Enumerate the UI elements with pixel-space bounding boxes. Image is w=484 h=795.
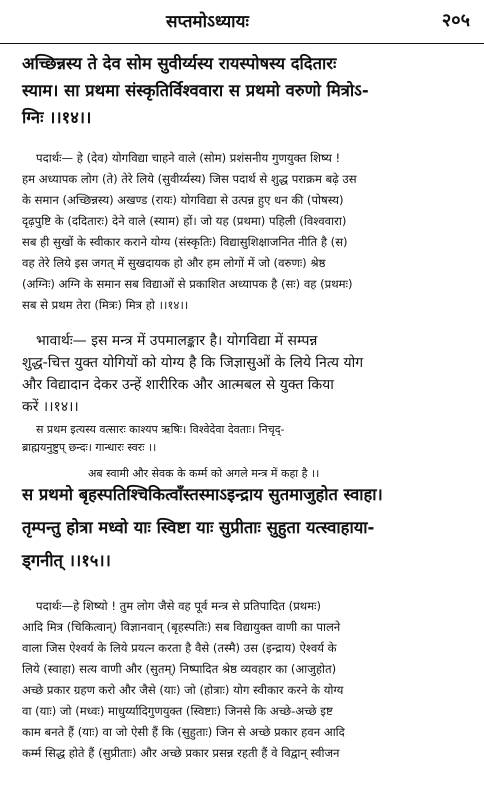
padartha-line: कर्म्म सिद्ध होते हैं (सुप्रीताः) और अच्छे प्रकार प्रसन्न रहती हैं वे विद्वान् स्वीजन [22,746,340,760]
padartha-line: हम अध्यापक लोग (ते) तेरे लिये (सुवीर्य्यस्य) जिस पदार्थ से शुद्ध पराक्रम बढ़े उस [22,172,357,186]
page-number: २०५ [441,10,470,31]
meta-line: स प्रथम इत्यस्य वत्सारः काश्यप ऋषिः। विश्वेदेवा देवताः। निचृद्- [36,423,285,436]
padartha-line: वाला जिस ऐश्वर्य के लिये प्रयत्न करता है वैसे (तस्मै) उस (इन्द्राय) ऐश्वर्य के [22,641,337,655]
context-note: अब स्वामी और सेवक के कर्म्म को अगले मन्त्र में कहा है ।। [88,467,320,480]
padartha-line: वह तेरे लिये इस जगत् में सुखदायक हो और हम लोगों में जो (वरुणः) श्रेष्ठ [22,256,326,270]
padartha-line: सब से प्रथम तेरा (मित्रः) मित्र हो ।।१४।। [22,298,189,312]
bhavartha-line: भावार्थः— इस मन्त्र में उपमालङ्कार है। योगविद्या में सम्पन्न [36,333,318,349]
page-header [0,0,484,48]
mantra-line: स प्रथमो बृहस्पतिश्चिकित्वाँस्तस्माऽइन्द्राय सुतमाजुहोत स्वाहा। [22,485,383,504]
padartha-line: पदार्थः—हे शिष्यो ! तुम लोग जैसे वह पूर्व मन्त्र से प्रतिपादित (प्रथमः) [36,599,321,613]
header-rule [0,43,484,44]
mantra-line: ड्गनीत् ।।१५।। [22,551,111,570]
padartha-line: काम बनते हैं (याः) वा जो ऐसी हैं कि (सुहुताः) जिन से अच्छे प्रकार हवन आदि [22,725,345,739]
padartha-line: अच्छे प्रकार ग्रहण करो और जैसे (याः) जो (होत्राः) योग स्वीकार करने के योग्य [22,683,344,697]
padartha-line: आदि मित्र (चिकित्वान्) विज्ञानवान् (बृहस्पतिः) सब विद्यायुक्त वाणी का पालने [22,620,341,634]
padartha-line: लिये (स्वाहा) सत्य वाणी और (सुतम्) निष्पादित श्रेष्ठ व्यवहार का (आजुहोत) [22,662,337,676]
padartha-line: (अग्निः) अग्नि के समान सब विद्याओं से प्रकाशित अध्यापक है (सः) वह (प्रथमः) [22,277,353,291]
padartha-line: दृढ़पुष्टि के (ददितारः) देने वाले (स्याम) हों। जो यह (प्रथमा) पहिली (विश्ववारा) [22,214,347,228]
padartha-line: के समान (अच्छिन्नस्य) अखण्ड (रायः) योगविद्या से उत्पन्न हुए धन की (पोषस्य) [22,193,344,207]
meta-line: ब्राह्मयनुष्टुप् छन्दः। गान्धारः स्वरः ।। [22,441,157,454]
bhavartha-line: और विद्यादान देकर उन्हें शारीरिक और आत्मबल से युक्त किया [22,377,334,393]
mantra-line: स्याम। सा प्रथमा संस्कृतिर्विश्ववारा स प्रथमो वरुणो मित्रोऽ- [22,81,369,100]
chapter-title: सप्तमोऽध्यायः [166,12,249,32]
padartha-line: पदार्थः— हे (देव) योगविद्या चाहने वाले (सोम) प्रशंसनीय गुणयुक्त शिष्य ! [36,151,341,165]
mantra-line: ग्निः ।।१४।। [22,108,92,127]
padartha-line: सब ही सुखों के स्वीकार कराने योग्य (संस्कृतिः) विद्यासुशिक्षाजनित नीति है (स) [22,235,348,249]
bhavartha-line: शुद्ध-चित्त युक्त योगियों को योग्य है कि जिज्ञासुओं के लिये नित्य योग [22,355,364,371]
bhavartha-line: करें ।।१४।। [22,399,79,415]
padartha-line: वा (याः) जो (मध्वः) माधुर्य्यादिगुणयुक्त (स्विष्टाः) जिनसे कि अच्छे-अच्छे इष्ट [22,704,333,718]
mantra-line: अच्छिन्नस्य ते देव सोम सुवीर्य्यस्य रायस्पोषस्य ददितारः [22,54,337,73]
mantra-line: तृम्पन्तु होत्रा मध्वो याः स्विष्टा याः सुप्रीताः सुहुता यत्स्वाहाया- [22,518,375,537]
